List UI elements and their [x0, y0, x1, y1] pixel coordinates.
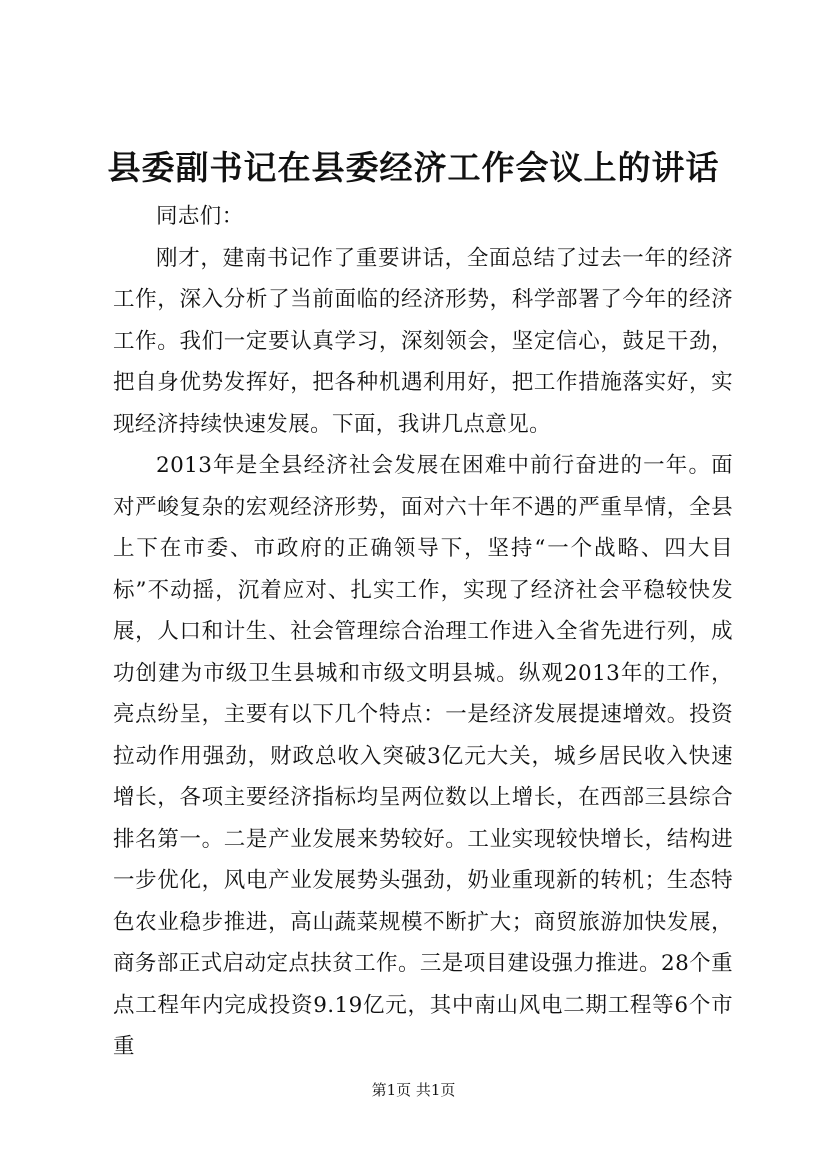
document-body — [113, 196, 733, 1068]
page-footer: 第1页 共1页 — [371, 1081, 456, 1099]
paragraph-1: 刚才，建南书记作了重要讲话，全面总结了过去一年的经济工作，深入分析了当前面临的经济形势，科学部署了今年的经济工作。我们一定要认真学习，深刻领会，坚定信心，鼓足干劲，把自身优势发挥好，把各种机遇利用好，把工作措施落实好，实现经济持续快速发展。下面，我讲几点意见。 — [113, 245, 733, 437]
paragraph-2: 2013年是全县经济社会发展在困难中前行奋进的一年。面对严峻复杂的宏观经济形势，面对六十年不遇的严重旱情，全县上下在市委、市政府的正确领导下，坚持“一个战略、四大目标”不动摇，沉着应对、扎实工作，实现了经济社会平稳较快发展，人口和计生、社会管理综合治理工作进入全省先进行列，成功创建为市级卫生县城和市级文明县城。纵观2013年的工作，亮点纷呈，主要有以下几个特点：一是经济发展提速增效。投资拉动作用强劲，财政总收入突破3亿元大关，城乡居民收入快速增长，各项主要经济指标均呈两位数以上增长，在西部三县综合排名第一。二是产业发展来势较好。工业实现较快增长，结构进一步优化，风电产业发展势头强劲，奶业重现新的转机；生态特色农业稳步推进，高山蔬菜规模不断扩大；商贸旅游加快发展，商务部正式启动定点扶贫工作。三是项目建设强力推进。28个重点工程年内完成投资9.19亿元，其中南山风电二期工程等6个市重 — [113, 453, 733, 1059]
document-title: 县委副书记在县委经济工作会议上的讲话 — [107, 148, 720, 187]
salutation: 同志们： — [156, 204, 244, 229]
